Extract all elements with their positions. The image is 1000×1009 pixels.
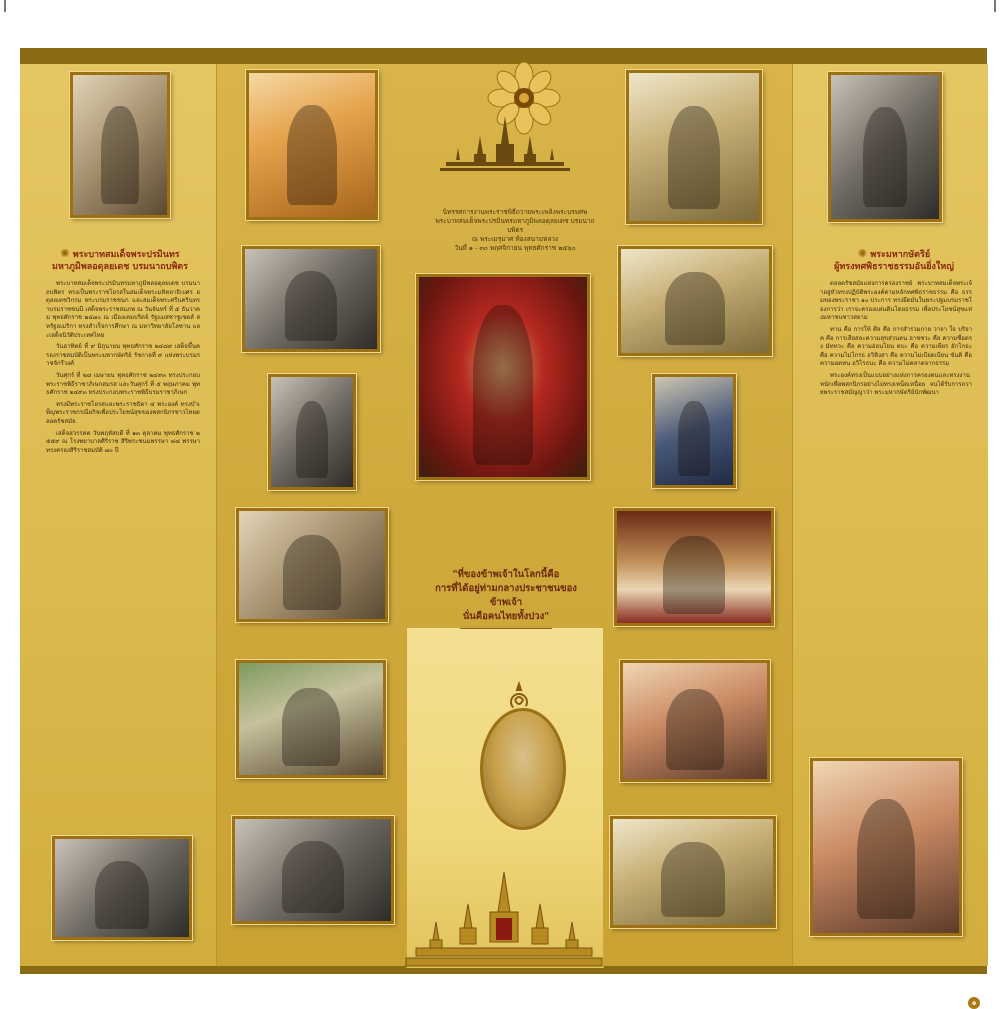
- page-number: ๑: [968, 997, 980, 1009]
- photo-photography-crowd: [242, 246, 380, 352]
- photo-waving-balcony: [626, 70, 762, 224]
- photo-royal-couple-flowers: [620, 660, 770, 782]
- photo-field-visit: [236, 660, 386, 778]
- royal-crematorium-pavilion-icon: [440, 114, 570, 178]
- photo-with-camera: [268, 374, 356, 490]
- photo-elder-embrace: [810, 758, 962, 936]
- photo-saxophone: [652, 374, 736, 488]
- right-heading: [808, 248, 980, 273]
- memorial-poster: [20, 48, 987, 1007]
- right-body-text: [820, 280, 972, 750]
- caption-line1: นิทรรศการงานพระราชพิธีถวายพระเพลิงพระบรมศพ: [442, 208, 588, 216]
- caption-line2: พระบาทสมเด็จพระปรมินทรมหาภูมิพลอดุลยเดช บรมนาถบพิตร: [435, 217, 595, 234]
- left-heading-line2: มหาภูมิพลอดุลยเดช บรมนาถบพิตร: [52, 262, 188, 272]
- right-paragraph: ทาน คือ การให้ ศีล คือ การสำรวมกาย วาจา ใจ บริจาค คือ การเสียสละความสุขส่วนตน อาชชวะ คือ ความซื่อตรง มัททวะ คือ ความอ่อนโยน ตบะ คือ ความเพียร อักโกธะ คือ ความไม่โกรธ อวิหิงสา คือ ความไม่เบียดเบียน ขันติ คือ ความอดทน อวิโรธนะ คือ ความไม่คลาดจากธรรม: [820, 325, 972, 368]
- right-heading-line2: ผู้ทรงทศพิธราชธรรมอันยิ่งใหญ่: [834, 262, 954, 272]
- photo-among-people: [232, 816, 394, 924]
- flower-bullet-icon: ✺: [857, 247, 868, 260]
- photo-car-crowd: [52, 836, 192, 940]
- crop-mark-right: [980, 0, 996, 12]
- quote-line2: การที่ได้อยู่ท่ามกลางประชาชนของข้าพเจ้า: [435, 583, 577, 608]
- caption-line3: ณ พระเมรุมาศ ท้องสนามหลวง: [471, 235, 559, 243]
- left-paragraph: วันอาทิตย์ ที่ ๙ มิถุนายน พุทธศักราช ๒๔๘๙ เสด็จขึ้นครองราชสมบัติเป็นพระมหากษัตริย์ รัชกาลที่ ๙ แห่งพระบรมราชจักรีวงศ์: [46, 343, 200, 368]
- flower-bullet-icon: ✺: [60, 247, 70, 260]
- caption-line4: วันที่ ๑ - ๓๐ พฤศจิกายน พุทธศักราช ๒๕๖๐: [454, 244, 576, 252]
- photo-royal-family: [618, 246, 772, 356]
- left-paragraph: วันศุกร์ ที่ ๒๘ เมษายน พุทธศักราช ๒๔๙๓ ทรงประกอบพระราชพิธีราชาภิเษกสมรส และวันศุกร์ ที่ ๕ พฤษภาคม พุทธศักราช ๒๔๙๓ ทรงประกอบพระราชพิธีบรมราชาภิเษก: [46, 371, 200, 397]
- left-body-text: [46, 280, 200, 820]
- royal-crematorium-pavilion-icon: [406, 868, 602, 968]
- right-paragraph: ตลอดรัชสมัยแห่งการครองราชย์ พระบาทสมเด็จพระเจ้าอยู่หัวทรงปฏิบัติพระองค์ตามหลักทศพิธราชธรรม คือ ธรรมของพระราชา ๑๐ ประการ ทรงยึดมั่นในพระปฐมบรมราชโองการว่า เราจะครองแผ่นดินโดยธรรม เพื่อประโยชน์สุขแห่งมหาชนชาวสยาม: [820, 280, 972, 322]
- left-paragraph: พระบาทสมเด็จพระปรมินทรมหาภูมิพลอดุลยเดช บรมนาถบพิตร ทรงเป็นพระราชโอรสในสมเด็จพระมหิตลาธิเบศร อดุลยเดชวิกรม พระบรมราชชนก และสมเด็จพระศรีนครินทราบรมราชชนนี เสด็จพระราชสมภพ ณ วันจันทร์ ที่ ๕ ธันวาคม พุทธศักราช ๒๔๗๐ ณ เมืองเคมบริดจ์ รัฐแมสซาชูเซตส์ สหรัฐอเมริกา ทรงสำเร็จการศึกษา ณ มหาวิทยาลัยโลซาน และเสด็จนิวัติประเทศไทย: [46, 280, 200, 339]
- left-heading: [34, 248, 206, 273]
- crop-mark-left: [4, 0, 20, 12]
- photo-royal-gathering: [614, 508, 774, 626]
- photo-main-portrait-uniform: [416, 274, 590, 480]
- royal-quote: [424, 568, 588, 624]
- left-paragraph: ทรงมีพระราชโอรสและพระราชธิดา ๔ พระองค์ ทรงบำเพ็ญพระราชกรณียกิจเพื่อประโยชน์สุขของพสกนิกรชาวไทยตลอดรัชสมัย: [46, 400, 200, 425]
- quote-line3: นั่นคือคนไทยทั้งปวง": [462, 611, 550, 622]
- left-heading-line1: พระบาทสมเด็จพระปรมินทร: [72, 250, 180, 260]
- photo-visit-soldiers: [828, 72, 942, 222]
- exhibition-caption: [430, 208, 600, 253]
- photo-monk-ordination: [246, 70, 378, 220]
- photo-painting-studio: [236, 508, 388, 622]
- left-paragraph: เสด็จสวรรคต วันพฤหัสบดี ที่ ๑๓ ตุลาคม พุทธศักราช ๒๕๕๙ ณ โรงพยาบาลศิริราช สิริพระชนมพรรษา ๘๘ พรรษา ทรงครองสิริราชสมบัติ ๗๐ ปี: [46, 429, 200, 454]
- photo-coronation-throne: [70, 72, 170, 218]
- quote-divider: [460, 628, 552, 629]
- photo-oval-portrait: [480, 708, 566, 830]
- quote-line1: "ที่ของข้าพเจ้าในโลกนี้คือ: [452, 569, 560, 580]
- photo-ceremony-hall: [610, 816, 776, 928]
- right-paragraph: พระองค์ทรงเป็นแบบอย่างแห่งการครองตนและทรงงานหนักเพื่อพสกนิกรอย่างไม่ทรงเหน็ดเหนื่อย จนได้รับการถวายพระราชสมัญญาว่า พระมหากษัตริย์นักพัฒนา: [820, 371, 972, 397]
- right-heading-line1: พระมหากษัตริย์: [870, 250, 931, 260]
